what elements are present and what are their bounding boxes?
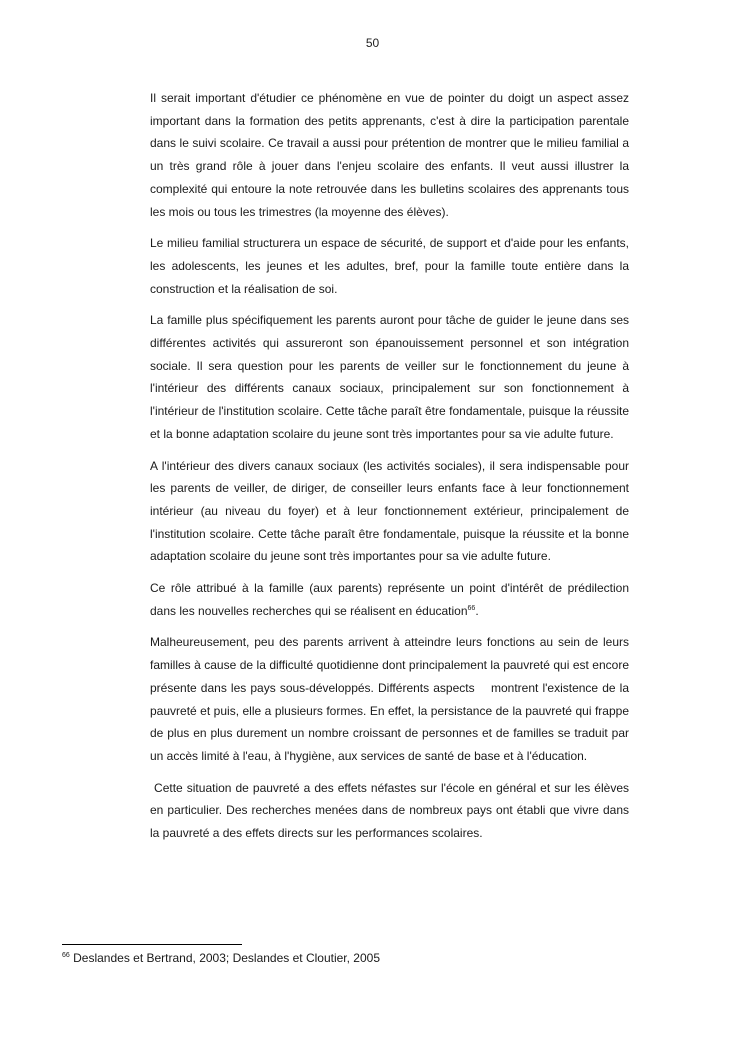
footnote-text: Deslandes et Bertrand, 2003; Deslandes et Cloutier, 2005 xyxy=(69,951,380,965)
paragraph-6: Malheureusement, peu des parents arrivent à atteindre leurs fonctions au sein de leurs familles à cause de la difficulté quotidienne dont principalement la pauvreté qui est encore présente dans les pays sous-développés. Différents aspects montrent l'existence de la pauvreté et puis, elle a plusieurs formes. En effet, la persistance de la pauvreté qui frappe de plus en plus durement un nombre croissant de personnes et de familles se traduit par un accès limité à l'eau, à l'hygiène, aux services de santé de base et à l'éducation. xyxy=(150,635,633,763)
body-text xyxy=(150,87,633,854)
page-number: 50 xyxy=(365,36,380,50)
paragraph-1: Il serait important d'étudier ce phénomène en vue de pointer du doigt un aspect assez important dans la formation des petits apprenants, c'est à dire la participation parentale dans le suivi scolaire. Ce travail a aussi pour prétention de montrer que le milieu familial a un très grand rôle à jouer dans l'enjeu scolaire des enfants. Il veut aussi illustrer la complexité qui entoure la note retrouvée dans les bulletins scolaires des apprenants tous les mois ou tous les trimestres (la moyenne des élèves). xyxy=(150,91,629,219)
footnote-separator xyxy=(62,944,242,945)
paragraph-5 xyxy=(150,577,629,622)
paragraph-3: La famille plus spécifiquement les parents auront pour tâche de guider le jeune dans ses différentes activités qui assureront son épanouissement personnel et son intégration sociale. Il sera question pour les parents de veiller sur le fonctionnement du jeune à l'intérieur des différents canaux sociaux, principalement sur son fonctionnement à l'intérieur de l'institution scolaire. Cette tâche paraît être fondamentale, puisque la réussite et la bonne adaptation scolaire du jeune sont très importantes pour sa vie adulte future. xyxy=(150,313,629,441)
footnote xyxy=(62,950,662,966)
footnote-reference[interactable]: 66 xyxy=(467,604,476,612)
footnote-marker: 66 xyxy=(62,952,70,959)
paragraph-7: Cette situation de pauvreté a des effets néfastes sur l'école en général et sur les élèves en particulier. Des recherches menées dans de nombreux pays ont établi que vivre dans la pauvreté a des effets directs sur les performances scolaires. xyxy=(150,780,633,841)
paragraph-2: Le milieu familial structurera un espace de sécurité, de support et d'aide pour les enfants, les adolescents, les jeunes et les adultes, bref, pour la famille toute entière dans la construction et la réalisation de soi. xyxy=(150,236,629,296)
paragraph-5-end: . xyxy=(475,603,479,618)
paragraph-5-text: Ce rôle attribué à la famille (aux parents) représente un point d'intérêt de prédilection dans les nouvelles recherches qui se réalisent en éducation xyxy=(150,581,629,618)
paragraph-4: A l'intérieur des divers canaux sociaux (les activités sociales), il sera indispensable pour les parents de veiller, de diriger, de conseiller leurs enfants face à leur fonctionnement intérieur (au niveau du foyer) et à leur fonctionnement extérieur, principalement de l'institution scolaire. Cette tâche paraît être fondamentale, puisque la réussite et la bonne adaptation scolaire du jeune sont très importantes pour sa vie adulte future. xyxy=(150,458,629,564)
